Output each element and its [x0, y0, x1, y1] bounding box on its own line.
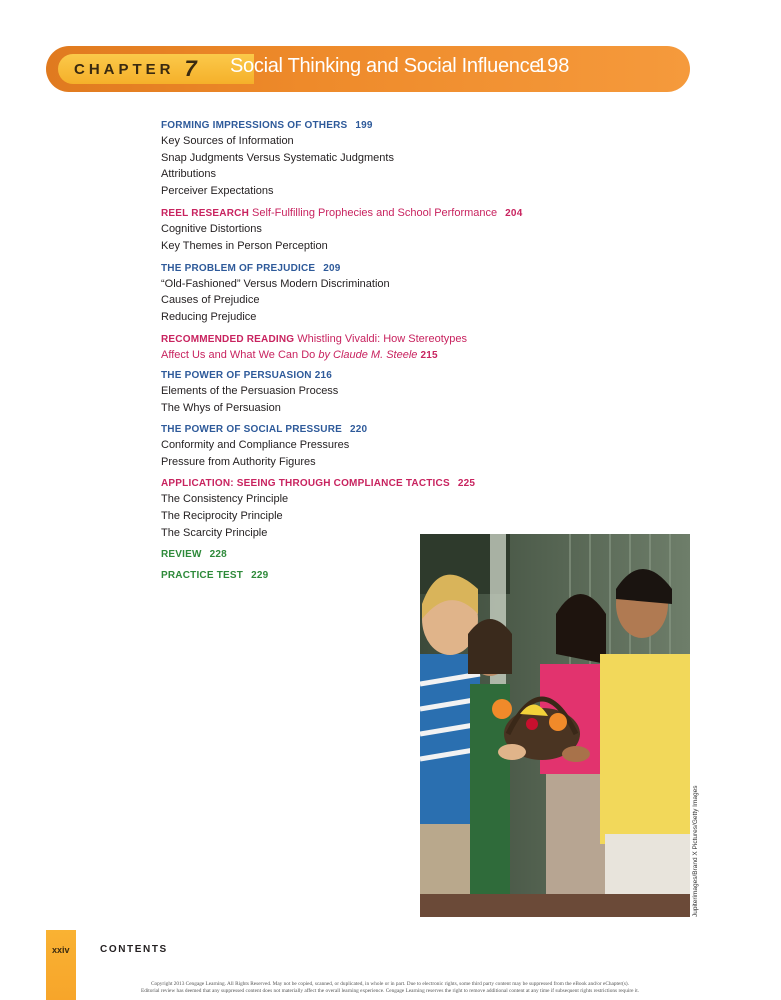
- toc-item[interactable]: Reducing Prejudice: [161, 310, 257, 323]
- feature-author: by Claude M. Steele: [318, 349, 418, 362]
- toc-item[interactable]: Attributions: [161, 168, 217, 181]
- chapter-title: Social Thinking and Social Influence: [230, 55, 541, 77]
- people-photo-image: [420, 534, 690, 917]
- toc-heading-social-pressure[interactable]: [161, 423, 581, 437]
- toc-list: [161, 119, 581, 583]
- toc-heading-application[interactable]: [161, 477, 581, 491]
- toc-item[interactable]: The Consistency Principle: [161, 493, 289, 506]
- toc-item[interactable]: Causes of Prejudice: [161, 294, 260, 307]
- toc-page-number: 220: [350, 424, 368, 436]
- toc-item[interactable]: Key Themes in Person Perception: [161, 239, 328, 252]
- photo-credit: Jupiterimages/Brand X Pictures/Getty Images: [692, 785, 699, 917]
- copyright-line: Editorial review has deemed that any suppressed content does not materially affect the overall learning experience. Cengage Learning reserves the right to remove additional content at any time if subsequent rights restrictions require it.: [140, 988, 640, 994]
- toc-page-number: 228: [209, 549, 227, 561]
- toc-item[interactable]: The Whys of Persuasion: [161, 401, 281, 414]
- toc-heading-title: THE POWER OF SOCIAL PRESSURE: [161, 424, 342, 436]
- feature-title-line1: Whistling Vivaldi: How Stereotypes: [297, 333, 467, 346]
- toc-item[interactable]: Key Sources of Information: [161, 135, 294, 147]
- toc-item[interactable]: Snap Judgments Versus Systematic Judgments: [161, 151, 394, 164]
- toc-item[interactable]: Conformity and Compliance Pressures: [161, 439, 350, 452]
- chapter-photo: [420, 534, 690, 917]
- toc-page-number: 199: [355, 120, 373, 131]
- toc-heading-title: APPLICATION: SEEING THROUGH COMPLIANCE TACTICS: [161, 478, 450, 490]
- toc-heading-prejudice[interactable]: [161, 262, 581, 276]
- running-section-label: CONTENTS: [100, 944, 168, 955]
- toc-page-number: 225: [457, 478, 476, 490]
- toc-heading-persuasion[interactable]: [161, 369, 581, 383]
- toc-item[interactable]: Elements of the Persuasion Process: [161, 384, 339, 397]
- toc-page-number: 209: [323, 262, 341, 274]
- toc-feature-reel-research[interactable]: [161, 206, 581, 221]
- toc-heading-title: THE PROBLEM OF PREJUDICE: [161, 262, 316, 274]
- toc-page-number: 204: [505, 208, 523, 220]
- page-folio: xxiv: [52, 945, 70, 955]
- chapter-banner: [46, 46, 690, 92]
- feature-title-line2: Affect Us and What We Can Do: [161, 349, 316, 362]
- toc-item[interactable]: Perceiver Expectations: [161, 184, 274, 197]
- chapter-number: 7: [184, 56, 197, 81]
- page-edge-bar: [46, 930, 76, 1000]
- toc-page-number: 216: [314, 369, 333, 381]
- feature-label: REEL RESEARCH: [161, 208, 249, 220]
- toc-heading-title: FORMING IMPRESSIONS OF OTHERS: [161, 120, 348, 131]
- copyright-notice: [80, 981, 700, 995]
- feature-title: Self-Fulfilling Prophecies and School Performance: [251, 207, 498, 220]
- copyright-line: Copyright 2013 Cengage Learning. All Rights Reserved. May not be copied, scanned, or duplicated, in whole or in part. Due to electronic rights, some third party content may be suppressed from the eBook and/or eChapter(s).: [150, 981, 630, 987]
- chapter-label: [58, 54, 254, 84]
- toc-heading-forming-impressions[interactable]: [161, 119, 581, 133]
- toc-item[interactable]: Cognitive Distortions: [161, 223, 262, 236]
- chapter-page: 198: [536, 55, 570, 77]
- chapter-word: CHAPTER: [74, 60, 175, 78]
- feature-label: RECOMMENDED READING: [161, 334, 295, 346]
- toc-heading-title: REVIEW: [161, 549, 202, 561]
- toc-item[interactable]: “Old-Fashioned” Versus Modern Discrimination: [161, 277, 390, 290]
- toc-item[interactable]: The Scarcity Principle: [161, 526, 268, 539]
- toc-page-number: 215: [420, 350, 438, 362]
- toc-feature-recommended-reading[interactable]: [161, 332, 581, 364]
- toc-heading-title: PRACTICE TEST: [161, 570, 244, 582]
- toc-heading-title: THE POWER OF PERSUASION: [161, 369, 312, 381]
- toc-item[interactable]: Pressure from Authority Figures: [161, 455, 316, 468]
- toc-item[interactable]: The Reciprocity Principle: [161, 509, 283, 522]
- toc-page-number: 229: [251, 570, 269, 582]
